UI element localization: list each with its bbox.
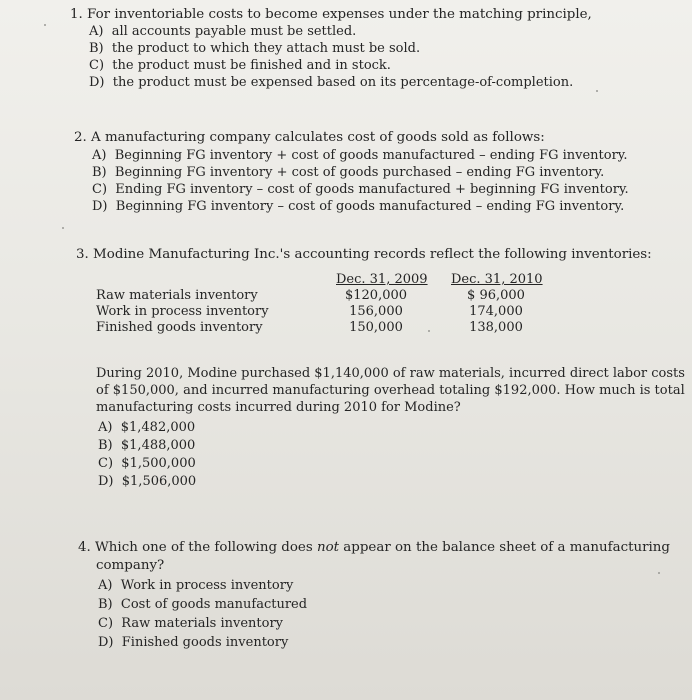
choice-text: Ending FG inventory – cost of goods manufactured + beginning FG inventory.	[115, 182, 629, 197]
paper-speck	[428, 330, 430, 332]
table-row	[96, 288, 566, 304]
choice-a	[92, 148, 628, 164]
choice-b	[92, 165, 604, 181]
choice-letter: A)	[98, 420, 113, 435]
choice-text: Finished goods inventory	[121, 635, 289, 650]
question-4-stem	[78, 540, 670, 556]
choice-text: Raw materials inventory	[121, 616, 284, 631]
choice-c	[89, 58, 391, 74]
paper-speck	[596, 90, 598, 92]
question-text-start: Which one of the following does	[95, 540, 317, 555]
choice-text: the product to which they attach must be sold.	[111, 41, 421, 56]
question-emphasis: not	[316, 540, 340, 555]
cell-2010: $ 96,000	[467, 288, 525, 303]
problem-text-line-2: of $150,000, and incurred manufacturing overhead totaling $192,000. How much is total	[96, 383, 685, 398]
paper-speck	[658, 572, 660, 574]
row-label: Work in process inventory	[96, 304, 269, 319]
choice-text: Beginning FG inventory + cost of goods manufactured – ending FG inventory.	[114, 148, 628, 163]
paper-speck	[44, 24, 46, 26]
row-label: Finished goods inventory	[96, 320, 263, 335]
cell-2010: 138,000	[469, 320, 523, 335]
choice-b	[98, 438, 195, 454]
choice-text: Beginning FG inventory – cost of goods manufactured – ending FG inventory.	[115, 199, 625, 214]
choice-d	[92, 199, 624, 215]
choice-d	[98, 474, 196, 490]
choice-d	[98, 635, 288, 651]
choice-letter: C)	[98, 616, 114, 631]
choice-c	[92, 182, 629, 198]
choice-letter: B)	[92, 165, 107, 180]
problem-text-line-1: During 2010, Modine purchased $1,140,000 of raw materials, incurred direct labor costs	[96, 366, 685, 381]
question-text: A manufacturing company calculates cost of goods sold as follows:	[91, 130, 545, 145]
choice-letter: D)	[89, 75, 105, 90]
table-row	[96, 320, 566, 336]
choice-letter: C)	[92, 182, 108, 197]
question-text: For inventoriable costs to become expenses under the matching principle,	[87, 7, 592, 22]
row-label: Raw materials inventory	[96, 288, 258, 303]
choice-letter: D)	[98, 474, 114, 489]
choice-letter: D)	[98, 635, 114, 650]
choice-a	[98, 420, 195, 436]
problem-text-line-3: manufacturing costs incurred during 2010 for Modine?	[96, 400, 461, 415]
choice-c	[98, 456, 196, 472]
question-text: Modine Manufacturing Inc.'s accounting records reflect the following inventories:	[93, 247, 652, 262]
question-4-stem-line-2: company?	[96, 558, 165, 573]
question-number: 3.	[76, 247, 89, 262]
choice-d	[89, 75, 573, 91]
cell-2009: 150,000	[349, 320, 403, 335]
choice-letter: B)	[89, 41, 104, 56]
choice-text: Beginning FG inventory + cost of goods purchased – ending FG inventory.	[114, 165, 605, 180]
question-number: 4.	[78, 540, 91, 555]
choice-text: the product must be expensed based on its percentage-of-completion.	[112, 75, 574, 90]
choice-text: $1,506,000	[121, 474, 197, 489]
question-1-stem	[70, 7, 592, 23]
choice-letter: C)	[89, 58, 105, 73]
choice-letter: B)	[98, 597, 113, 612]
choice-text: Work in process inventory	[120, 578, 294, 593]
choice-c	[98, 616, 283, 632]
choice-letter: A)	[89, 24, 104, 39]
choice-letter: C)	[98, 456, 114, 471]
choice-a	[89, 24, 356, 40]
cell-2010: 174,000	[469, 304, 523, 319]
column-header: Dec. 31, 2009	[336, 272, 428, 287]
question-text-end: appear on the balance sheet of a manufacturing	[339, 540, 671, 555]
question-number: 2.	[74, 130, 87, 145]
cell-2009: $120,000	[344, 288, 408, 303]
paper-speck	[62, 227, 64, 229]
question-2-stem	[74, 130, 545, 146]
choice-text: all accounts payable must be settled.	[111, 24, 357, 39]
question-number: 1.	[70, 7, 83, 22]
choice-text: Cost of goods manufactured	[120, 597, 308, 612]
choice-letter: A)	[92, 148, 107, 163]
choice-text: $1,482,000	[120, 420, 196, 435]
choice-letter: D)	[92, 199, 108, 214]
column-header: Dec. 31, 2010	[451, 272, 543, 287]
question-3-stem	[76, 247, 652, 263]
cell-2009: 156,000	[349, 304, 403, 319]
table-header-row	[96, 272, 566, 288]
inventory-table	[96, 272, 566, 336]
choice-text: the product must be finished and in stock.	[112, 58, 391, 73]
choice-b	[98, 597, 307, 613]
choice-text: $1,488,000	[120, 438, 196, 453]
choice-letter: B)	[98, 438, 113, 453]
choice-letter: A)	[98, 578, 113, 593]
table-row	[96, 304, 566, 320]
choice-text: $1,500,000	[121, 456, 196, 471]
choice-a	[98, 578, 293, 594]
choice-b	[89, 41, 420, 57]
